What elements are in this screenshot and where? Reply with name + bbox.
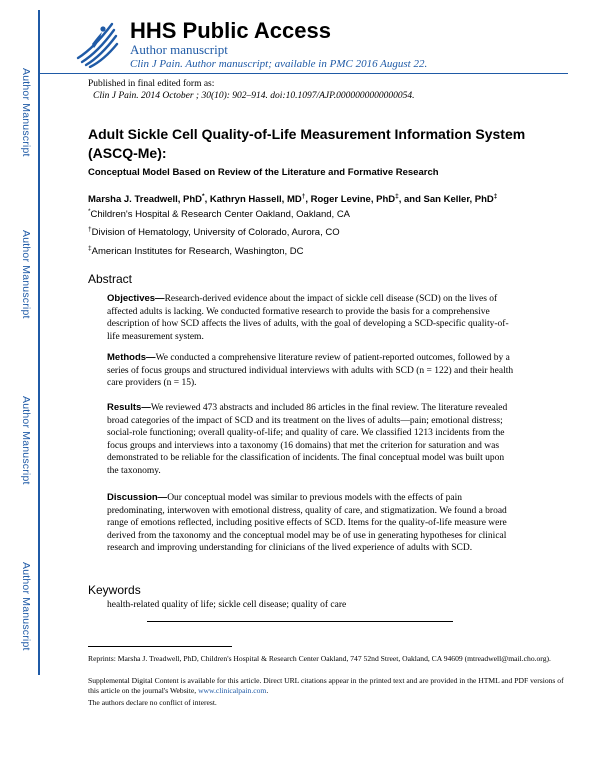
author-separator: , — [204, 194, 210, 206]
hhs-eagle-logo — [72, 14, 120, 68]
footnote-supplemental — [88, 676, 568, 696]
affiliation-3 — [88, 245, 304, 257]
footnote-reprints: Reprints: Marsha J. Treadwell, PhD, Children's Hospital & Research Center Oakland, 747 52nd Street, Oakland, CA 94609 (mtreadwell@mail.cho.org). — [88, 654, 551, 663]
side-label-author-manuscript: Author Manuscript — [20, 396, 32, 485]
abstract-methods — [107, 352, 517, 390]
affiliation-mark: ‡ — [88, 245, 92, 252]
header-title: HHS Public Access — [130, 18, 331, 43]
published-line2: Clin J Pain. 2014 October ; 30(10): 902–914. doi:10.1097/AJP.0000000000000054. — [93, 91, 415, 101]
header-citation: Clin J Pain. Author manuscript; available in PMC 2016 August 22. — [130, 58, 428, 70]
side-label-author-manuscript: Author Manuscript — [20, 68, 32, 157]
abstract-objectives — [107, 293, 517, 343]
objectives-label: Objectives— — [107, 293, 165, 304]
header-rule — [40, 73, 568, 74]
affiliation-mark: † — [88, 226, 92, 233]
abstract-results — [107, 402, 517, 478]
header-subtitle: Author manuscript — [130, 42, 228, 57]
author-affiliation-mark: ‡ — [395, 193, 399, 200]
results-text: We reviewed 473 abstracts and included 86 articles in the final review. The literature revealed broad categories of the impact of SCD and its treatment on the lives of adults—pain; emotional distress; social-role functioning; overall quality-of-life; and quality of care. We classified 1213 incidents from the focus groups and interviews into a taxonomy (16 domains) that met the criterion for saturation and was demonstrated to be reliable for the classification of incidents. The final conceptual model was built upon the taxonomy. — [107, 403, 508, 476]
footnote-conflict: The authors declare no conflict of interest. — [88, 698, 217, 707]
objectives-text: Research-derived evidence about the impact of sickle cell disease (SCD) on the lives of affected adults is lacking. We conducted formative research to provide the basis for a comprehensive description of how SCD affects the lives of adults, with the goal of developing a SCD-specific quality-of-life measurement system. — [107, 294, 509, 342]
abstract-discussion — [107, 492, 517, 555]
author-affiliation-mark: * — [202, 193, 205, 200]
published-info — [88, 78, 414, 102]
side-rule — [38, 10, 40, 675]
author-separator: , — [305, 194, 311, 206]
author-list — [88, 193, 568, 205]
discussion-text: Our conceptual model was similar to previous models with the effects of pain predominating, interwoven with emotional distress, quality of care, and stigmatization. We found a broad range of emotions reflected, including positive effects of SCD. Items for the quality-of-life measure were derived from the taxonomy and the conceptual model may be of use in generating hypotheses for clinical research and improving understanding for clinicians of the lived experience of adults with SCD. — [107, 493, 507, 554]
author-name: Roger Levine, PhD — [310, 194, 396, 206]
author-affiliation-mark: † — [301, 193, 306, 200]
keywords-heading: Keywords — [88, 583, 141, 597]
footnote-rule — [88, 646, 232, 647]
section-rule — [147, 621, 453, 622]
author-separator: , and — [398, 194, 424, 206]
abstract-heading: Abstract — [88, 272, 133, 286]
affiliation-text: Division of Hematology, University of Colorado, Aurora, CO — [91, 227, 340, 239]
author-affiliation-mark: ‡ — [493, 193, 498, 200]
results-label: Results— — [107, 402, 151, 413]
side-label-author-manuscript: Author Manuscript — [20, 562, 32, 651]
article-title: Adult Sickle Cell Quality-of-Life Measurement Information System (ASCQ-Me): — [88, 126, 526, 161]
article-subtitle: Conceptual Model Based on Review of the Literature and Formative Research — [88, 167, 439, 178]
methods-label: Methods— — [107, 352, 156, 363]
author-name: Marsha J. Treadwell, PhD — [88, 194, 203, 206]
discussion-label: Discussion— — [107, 492, 168, 503]
affiliation-mark: * — [88, 208, 91, 215]
affiliation-text: American Institutes for Research, Washington, DC — [91, 246, 304, 258]
journal-website-link[interactable]: www.clinicalpain.com — [198, 686, 267, 695]
affiliation-text: Children's Hospital & Research Center Oakland, Oakland, CA — [90, 209, 351, 221]
methods-text: We conducted a comprehensive literature review of patient-reported outcomes, followed by a series of focus groups and structured individual interviews with adults with SCD (n = 122) and their health care providers (n = 15). — [107, 353, 514, 389]
affiliation-2 — [88, 226, 340, 238]
side-label-author-manuscript: Author Manuscript — [20, 230, 32, 319]
supplemental-text: Supplemental Digital Content is available for this article. Direct URL citations appear in the printed text and are provided in the HTML and PDF versions of this article on the journal's Website, — [88, 676, 564, 695]
keywords-text: health-related quality of life; sickle cell disease; quality of care — [107, 600, 347, 610]
affiliation-1 — [88, 208, 350, 220]
published-line1: Published in final edited form as: — [88, 79, 215, 89]
author-name: Kathryn Hassell, MD — [209, 194, 302, 206]
author-name: San Keller, PhD — [423, 194, 494, 206]
supplemental-end: . — [266, 686, 269, 695]
